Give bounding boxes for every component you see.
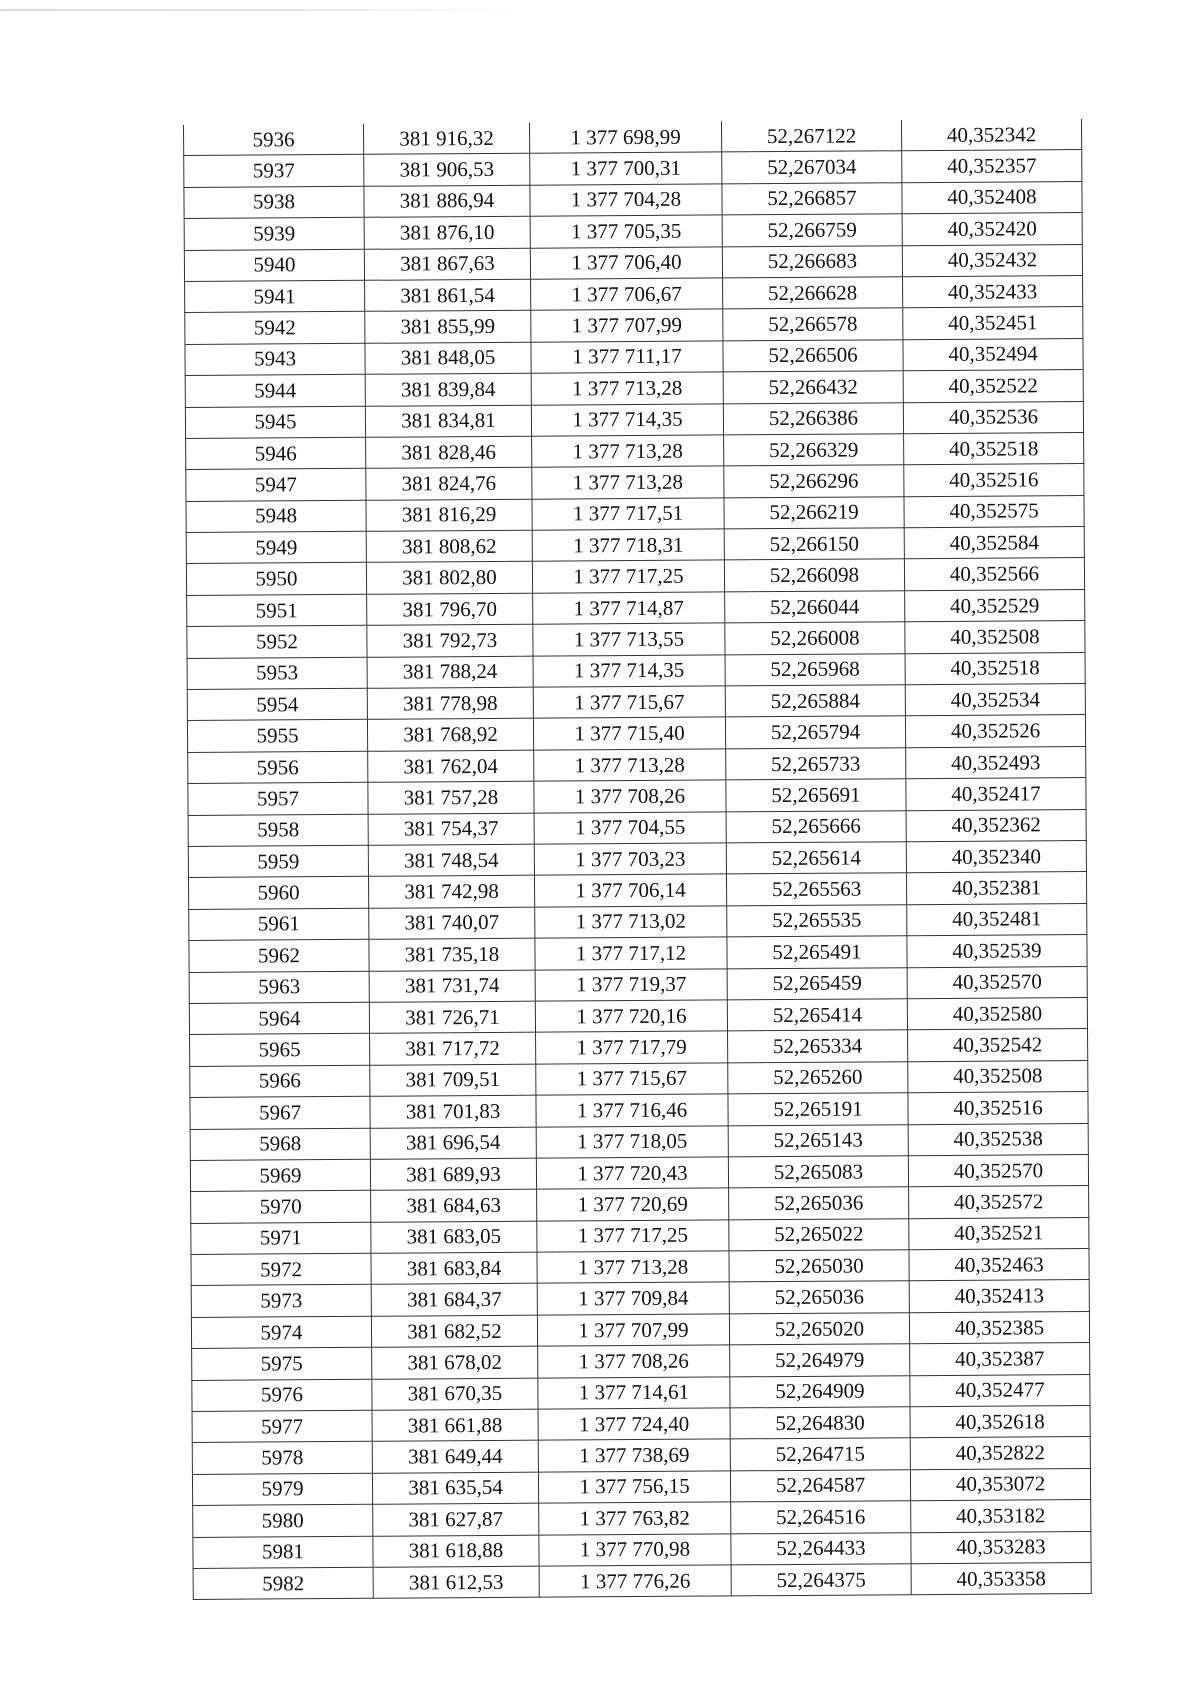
point-number-cell: 5968 xyxy=(190,1128,370,1161)
point-number-cell: 5975 xyxy=(192,1348,372,1381)
point-number-cell: 5979 xyxy=(192,1473,372,1506)
y-coordinate-cell: 1 377 708,26 xyxy=(538,1345,730,1378)
point-number-cell: 5958 xyxy=(188,814,368,847)
point-number-cell: 5951 xyxy=(187,594,367,627)
point-number-cell: 5981 xyxy=(193,1536,373,1569)
longitude-cell: 40,352575 xyxy=(904,495,1084,528)
y-coordinate-cell: 1 377 718,05 xyxy=(536,1125,728,1158)
longitude-cell: 40,352432 xyxy=(902,244,1082,277)
x-coordinate-cell: 381 855,99 xyxy=(365,311,531,343)
y-coordinate-cell: 1 377 724,40 xyxy=(538,1408,730,1441)
x-coordinate-cell: 381 802,80 xyxy=(366,562,532,594)
x-coordinate-cell: 381 635,54 xyxy=(372,1472,538,1504)
latitude-cell: 52,265191 xyxy=(728,1093,908,1126)
y-coordinate-cell: 1 377 709,84 xyxy=(537,1282,729,1315)
point-number-cell: 5939 xyxy=(184,217,364,250)
longitude-cell: 40,352518 xyxy=(904,432,1084,465)
x-coordinate-cell: 381 618,88 xyxy=(373,1535,539,1567)
y-coordinate-cell: 1 377 704,55 xyxy=(534,812,726,845)
x-coordinate-cell: 381 684,37 xyxy=(371,1284,537,1316)
longitude-cell: 40,352357 xyxy=(902,150,1082,183)
point-number-cell: 5960 xyxy=(188,877,368,910)
latitude-cell: 52,264830 xyxy=(730,1407,910,1440)
latitude-cell: 52,267122 xyxy=(721,120,901,152)
latitude-cell: 52,266759 xyxy=(722,214,902,247)
longitude-cell: 40,352508 xyxy=(905,621,1085,654)
y-coordinate-cell: 1 377 704,28 xyxy=(530,184,722,217)
x-coordinate-cell: 381 861,54 xyxy=(365,279,531,311)
longitude-cell: 40,352536 xyxy=(903,401,1083,434)
x-coordinate-cell: 381 848,05 xyxy=(365,342,531,374)
latitude-cell: 52,265022 xyxy=(729,1218,909,1251)
latitude-cell: 52,266098 xyxy=(724,559,904,592)
latitude-cell: 52,265414 xyxy=(727,999,907,1032)
point-number-cell: 5978 xyxy=(192,1442,372,1475)
y-coordinate-cell: 1 377 717,25 xyxy=(532,560,724,593)
latitude-cell: 52,265691 xyxy=(726,779,906,812)
latitude-cell: 52,265491 xyxy=(727,936,907,969)
point-number-cell: 5971 xyxy=(191,1222,371,1255)
latitude-cell: 52,265030 xyxy=(729,1250,909,1283)
x-coordinate-cell: 381 839,84 xyxy=(365,373,531,405)
longitude-cell: 40,352340 xyxy=(906,841,1086,874)
latitude-cell: 52,266008 xyxy=(725,622,905,655)
y-coordinate-cell: 1 377 720,43 xyxy=(536,1157,728,1190)
longitude-cell: 40,352534 xyxy=(905,684,1085,717)
latitude-cell: 52,266857 xyxy=(722,183,902,216)
longitude-cell: 40,352584 xyxy=(904,527,1084,560)
point-number-cell: 5970 xyxy=(191,1191,371,1224)
longitude-cell: 40,352526 xyxy=(905,715,1085,748)
longitude-cell: 40,352417 xyxy=(906,778,1086,811)
coordinates-table xyxy=(183,119,1092,1600)
point-number-cell: 5940 xyxy=(184,249,364,282)
y-coordinate-cell: 1 377 706,40 xyxy=(530,246,722,279)
point-number-cell: 5936 xyxy=(183,124,363,156)
point-number-cell: 5956 xyxy=(188,751,368,784)
latitude-cell: 52,264587 xyxy=(730,1470,910,1503)
longitude-cell: 40,352342 xyxy=(901,119,1081,151)
point-number-cell: 5938 xyxy=(184,186,364,219)
y-coordinate-cell: 1 377 713,28 xyxy=(532,435,724,468)
y-coordinate-cell: 1 377 713,28 xyxy=(534,749,726,782)
point-number-cell: 5977 xyxy=(192,1410,372,1443)
y-coordinate-cell: 1 377 707,99 xyxy=(537,1314,729,1347)
latitude-cell: 52,265614 xyxy=(726,842,906,875)
x-coordinate-cell: 381 796,70 xyxy=(367,593,533,625)
x-coordinate-cell: 381 696,54 xyxy=(370,1127,536,1159)
y-coordinate-cell: 1 377 708,26 xyxy=(534,780,726,813)
point-number-cell: 5946 xyxy=(186,437,366,470)
longitude-cell: 40,352542 xyxy=(908,1029,1088,1062)
point-number-cell: 5947 xyxy=(186,469,366,502)
longitude-cell: 40,352463 xyxy=(909,1249,1089,1282)
point-number-cell: 5949 xyxy=(186,531,366,564)
latitude-cell: 52,265666 xyxy=(726,810,906,843)
latitude-cell: 52,266329 xyxy=(724,434,904,467)
x-coordinate-cell: 381 768,92 xyxy=(367,719,533,751)
y-coordinate-cell: 1 377 707,99 xyxy=(531,309,723,342)
longitude-cell: 40,352362 xyxy=(906,809,1086,842)
point-number-cell: 5974 xyxy=(191,1316,371,1349)
x-coordinate-cell: 381 649,44 xyxy=(372,1441,538,1473)
point-number-cell: 5972 xyxy=(191,1253,371,1286)
y-coordinate-cell: 1 377 713,02 xyxy=(535,906,727,939)
y-coordinate-cell: 1 377 698,99 xyxy=(529,121,721,153)
longitude-cell: 40,352408 xyxy=(902,181,1082,214)
latitude-cell: 52,266296 xyxy=(724,465,904,498)
longitude-cell: 40,352381 xyxy=(906,872,1086,905)
scan-artifact-line xyxy=(0,9,520,11)
longitude-cell: 40,352516 xyxy=(908,1092,1088,1125)
longitude-cell: 40,353182 xyxy=(911,1500,1091,1533)
y-coordinate-cell: 1 377 720,16 xyxy=(535,1000,727,1033)
longitude-cell: 40,353358 xyxy=(911,1562,1091,1595)
x-coordinate-cell: 381 682,52 xyxy=(371,1315,537,1347)
longitude-cell: 40,352618 xyxy=(910,1406,1090,1439)
point-number-cell: 5942 xyxy=(185,312,365,345)
latitude-cell: 52,265334 xyxy=(728,1030,908,1063)
longitude-cell: 40,352508 xyxy=(908,1060,1088,1093)
point-number-cell: 5954 xyxy=(187,688,367,721)
latitude-cell: 52,266506 xyxy=(723,339,903,372)
longitude-cell: 40,352570 xyxy=(907,966,1087,999)
x-coordinate-cell: 381 762,04 xyxy=(368,750,534,782)
x-coordinate-cell: 381 683,84 xyxy=(371,1252,537,1284)
y-coordinate-cell: 1 377 700,31 xyxy=(530,152,722,185)
x-coordinate-cell: 381 808,62 xyxy=(366,530,532,562)
y-coordinate-cell: 1 377 720,69 xyxy=(537,1188,729,1221)
point-number-cell: 5937 xyxy=(184,155,364,188)
y-coordinate-cell: 1 377 719,37 xyxy=(535,968,727,1001)
longitude-cell: 40,352529 xyxy=(905,589,1085,622)
x-coordinate-cell: 381 876,10 xyxy=(364,216,530,248)
x-coordinate-cell: 381 916,32 xyxy=(363,123,529,155)
latitude-cell: 52,266628 xyxy=(723,277,903,310)
longitude-cell: 40,353283 xyxy=(911,1531,1091,1564)
y-coordinate-cell: 1 377 714,87 xyxy=(533,592,725,625)
coordinates-table-body xyxy=(183,119,1091,1600)
point-number-cell: 5982 xyxy=(193,1567,373,1600)
y-coordinate-cell: 1 377 718,31 xyxy=(532,529,724,562)
x-coordinate-cell: 381 754,37 xyxy=(368,813,534,845)
latitude-cell: 52,265733 xyxy=(726,748,906,781)
x-coordinate-cell: 381 886,94 xyxy=(364,185,530,217)
latitude-cell: 52,264979 xyxy=(730,1344,910,1377)
x-coordinate-cell: 381 678,02 xyxy=(372,1346,538,1378)
latitude-cell: 52,264909 xyxy=(730,1375,910,1408)
latitude-cell: 52,264516 xyxy=(731,1501,911,1534)
point-number-cell: 5980 xyxy=(193,1504,373,1537)
latitude-cell: 52,265794 xyxy=(725,716,905,749)
latitude-cell: 52,265563 xyxy=(726,873,906,906)
y-coordinate-cell: 1 377 715,67 xyxy=(536,1063,728,1096)
longitude-cell: 40,352522 xyxy=(903,370,1083,403)
x-coordinate-cell: 381 683,05 xyxy=(371,1221,537,1253)
longitude-cell: 40,352387 xyxy=(910,1343,1090,1376)
point-number-cell: 5943 xyxy=(185,343,365,376)
point-number-cell: 5948 xyxy=(186,500,366,533)
y-coordinate-cell: 1 377 756,15 xyxy=(538,1471,730,1504)
longitude-cell: 40,352494 xyxy=(903,338,1083,371)
x-coordinate-cell: 381 701,83 xyxy=(370,1095,536,1127)
x-coordinate-cell: 381 684,63 xyxy=(371,1189,537,1221)
latitude-cell: 52,267034 xyxy=(722,151,902,184)
table-row xyxy=(193,1562,1091,1599)
y-coordinate-cell: 1 377 715,67 xyxy=(533,686,725,719)
x-coordinate-cell: 381 709,51 xyxy=(370,1064,536,1096)
latitude-cell: 52,266578 xyxy=(723,308,903,341)
point-number-cell: 5965 xyxy=(190,1034,370,1067)
point-number-cell: 5961 xyxy=(189,908,369,941)
longitude-cell: 40,352477 xyxy=(910,1374,1090,1407)
y-coordinate-cell: 1 377 706,67 xyxy=(531,278,723,311)
point-number-cell: 5973 xyxy=(191,1285,371,1318)
latitude-cell: 52,265083 xyxy=(728,1156,908,1189)
y-coordinate-cell: 1 377 713,55 xyxy=(533,623,725,656)
point-number-cell: 5945 xyxy=(185,406,365,439)
x-coordinate-cell: 381 867,63 xyxy=(364,248,530,280)
x-coordinate-cell: 381 742,98 xyxy=(368,876,534,908)
x-coordinate-cell: 381 670,35 xyxy=(372,1378,538,1410)
latitude-cell: 52,265020 xyxy=(729,1313,909,1346)
latitude-cell: 52,264375 xyxy=(731,1564,911,1597)
y-coordinate-cell: 1 377 738,69 xyxy=(538,1439,730,1472)
y-coordinate-cell: 1 377 717,25 xyxy=(537,1220,729,1253)
point-number-cell: 5953 xyxy=(187,657,367,690)
latitude-cell: 52,266683 xyxy=(722,245,902,278)
y-coordinate-cell: 1 377 713,28 xyxy=(531,372,723,405)
point-number-cell: 5952 xyxy=(187,626,367,659)
x-coordinate-cell: 381 661,88 xyxy=(372,1409,538,1441)
y-coordinate-cell: 1 377 717,12 xyxy=(535,937,727,970)
latitude-cell: 52,265535 xyxy=(727,904,907,937)
point-number-cell: 5950 xyxy=(186,563,366,596)
longitude-cell: 40,352572 xyxy=(909,1186,1089,1219)
y-coordinate-cell: 1 377 717,79 xyxy=(536,1031,728,1064)
x-coordinate-cell: 381 612,53 xyxy=(373,1566,539,1598)
x-coordinate-cell: 381 689,93 xyxy=(370,1158,536,1190)
y-coordinate-cell: 1 377 703,23 xyxy=(534,843,726,876)
point-number-cell: 5976 xyxy=(192,1379,372,1412)
longitude-cell: 40,352481 xyxy=(907,903,1087,936)
longitude-cell: 40,352521 xyxy=(909,1217,1089,1250)
longitude-cell: 40,352566 xyxy=(904,558,1084,591)
point-number-cell: 5966 xyxy=(190,1065,370,1098)
x-coordinate-cell: 381 792,73 xyxy=(367,624,533,656)
latitude-cell: 52,266150 xyxy=(724,528,904,561)
y-coordinate-cell: 1 377 714,35 xyxy=(531,403,723,436)
y-coordinate-cell: 1 377 716,46 xyxy=(536,1094,728,1127)
x-coordinate-cell: 381 717,72 xyxy=(370,1033,536,1065)
y-coordinate-cell: 1 377 713,28 xyxy=(532,466,724,499)
longitude-cell: 40,353072 xyxy=(910,1468,1090,1501)
longitude-cell: 40,352433 xyxy=(903,275,1083,308)
longitude-cell: 40,352420 xyxy=(902,213,1082,246)
point-number-cell: 5962 xyxy=(189,939,369,972)
x-coordinate-cell: 381 627,87 xyxy=(373,1503,539,1535)
latitude-cell: 52,266044 xyxy=(725,591,905,624)
y-coordinate-cell: 1 377 705,35 xyxy=(530,215,722,248)
x-coordinate-cell: 381 726,71 xyxy=(369,1001,535,1033)
latitude-cell: 52,264433 xyxy=(731,1532,911,1565)
latitude-cell: 52,266432 xyxy=(723,371,903,404)
point-number-cell: 5964 xyxy=(189,1002,369,1035)
point-number-cell: 5967 xyxy=(190,1096,370,1129)
point-number-cell: 5957 xyxy=(188,782,368,815)
latitude-cell: 52,265968 xyxy=(725,653,905,686)
point-number-cell: 5944 xyxy=(185,374,365,407)
latitude-cell: 52,265459 xyxy=(727,967,907,1000)
y-coordinate-cell: 1 377 763,82 xyxy=(539,1502,731,1535)
x-coordinate-cell: 381 731,74 xyxy=(369,970,535,1002)
coordinates-table-container xyxy=(183,119,1091,1600)
x-coordinate-cell: 381 748,54 xyxy=(368,844,534,876)
longitude-cell: 40,352385 xyxy=(909,1311,1089,1344)
y-coordinate-cell: 1 377 770,98 xyxy=(539,1533,731,1566)
longitude-cell: 40,352580 xyxy=(907,997,1087,1030)
latitude-cell: 52,266386 xyxy=(723,402,903,435)
y-coordinate-cell: 1 377 714,61 xyxy=(538,1377,730,1410)
x-coordinate-cell: 381 828,46 xyxy=(366,436,532,468)
latitude-cell: 52,265143 xyxy=(728,1124,908,1157)
x-coordinate-cell: 381 824,76 xyxy=(366,467,532,499)
latitude-cell: 52,265036 xyxy=(729,1281,909,1314)
y-coordinate-cell: 1 377 776,26 xyxy=(539,1565,731,1598)
y-coordinate-cell: 1 377 706,14 xyxy=(534,874,726,907)
longitude-cell: 40,352516 xyxy=(904,464,1084,497)
latitude-cell: 52,265036 xyxy=(729,1187,909,1220)
point-number-cell: 5963 xyxy=(189,971,369,1004)
longitude-cell: 40,352822 xyxy=(910,1437,1090,1470)
latitude-cell: 52,264715 xyxy=(730,1438,910,1471)
x-coordinate-cell: 381 816,29 xyxy=(366,499,532,531)
point-number-cell: 5955 xyxy=(187,720,367,753)
longitude-cell: 40,352493 xyxy=(906,746,1086,779)
longitude-cell: 40,352570 xyxy=(908,1154,1088,1187)
point-number-cell: 5969 xyxy=(190,1159,370,1192)
y-coordinate-cell: 1 377 714,35 xyxy=(533,655,725,688)
latitude-cell: 52,265260 xyxy=(728,1061,908,1094)
longitude-cell: 40,352451 xyxy=(903,307,1083,340)
x-coordinate-cell: 381 735,18 xyxy=(369,938,535,970)
x-coordinate-cell: 381 757,28 xyxy=(368,781,534,813)
latitude-cell: 52,265884 xyxy=(725,685,905,718)
x-coordinate-cell: 381 834,81 xyxy=(365,405,531,437)
y-coordinate-cell: 1 377 715,40 xyxy=(533,717,725,750)
latitude-cell: 52,266219 xyxy=(724,496,904,529)
y-coordinate-cell: 1 377 711,17 xyxy=(531,341,723,374)
x-coordinate-cell: 381 778,98 xyxy=(367,687,533,719)
longitude-cell: 40,352518 xyxy=(905,652,1085,685)
x-coordinate-cell: 381 788,24 xyxy=(367,656,533,688)
point-number-cell: 5959 xyxy=(188,845,368,878)
y-coordinate-cell: 1 377 713,28 xyxy=(537,1251,729,1284)
longitude-cell: 40,352538 xyxy=(908,1123,1088,1156)
point-number-cell: 5941 xyxy=(185,280,365,313)
x-coordinate-cell: 381 740,07 xyxy=(369,907,535,939)
y-coordinate-cell: 1 377 717,51 xyxy=(532,498,724,531)
longitude-cell: 40,352413 xyxy=(909,1280,1089,1313)
x-coordinate-cell: 381 906,53 xyxy=(364,154,530,186)
longitude-cell: 40,352539 xyxy=(907,935,1087,968)
